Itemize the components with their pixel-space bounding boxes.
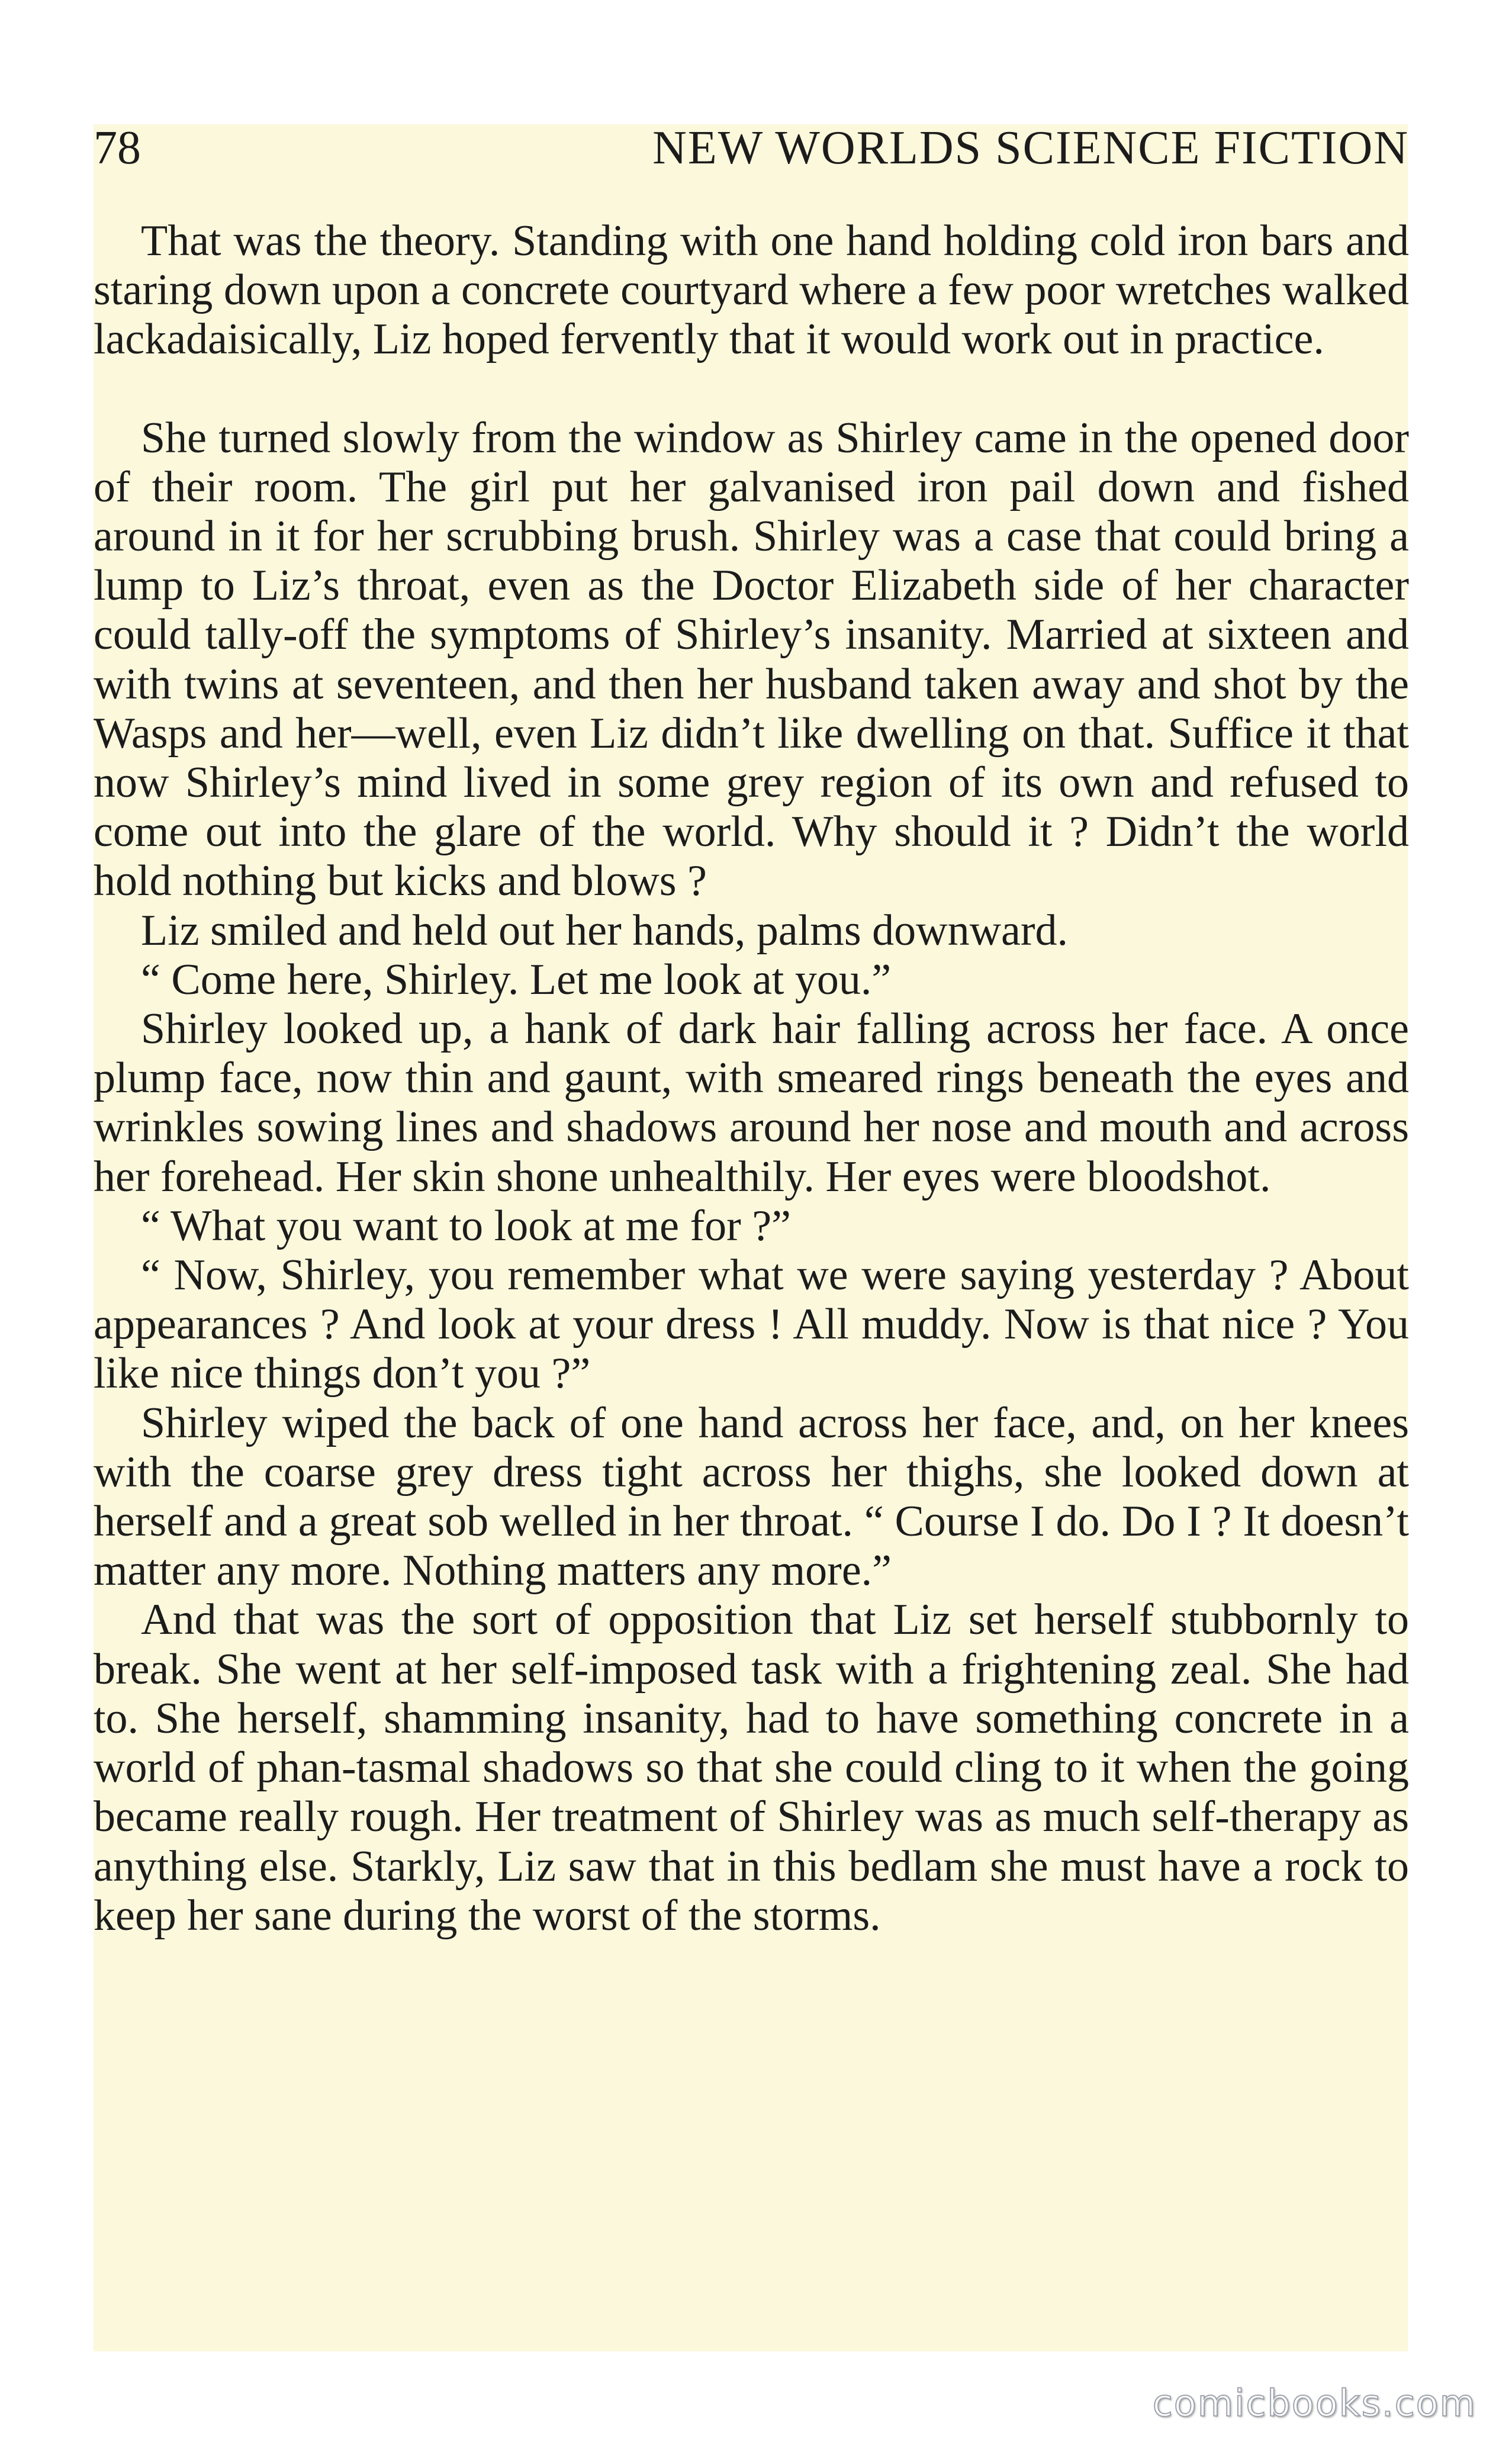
paragraph: Shirley looked up, a hank of dark hair falling across her face. A once plump face, now thin and gaunt, with smeared rings beneath the eyes and wrinkles sowing lines and shadows around her nose and mouth and across her forehead. Her skin shone unhealthily. Her eyes were bloodshot. — [94, 1005, 1409, 1201]
site-watermark: comicbooks.com — [1152, 2382, 1476, 2425]
paragraph: “ Now, Shirley, you remember what we were saying yesterday ? About appearances ? And look at your dress ! All muddy. Now is that nice ? You like nice things don’t you ?” — [94, 1251, 1409, 1398]
paragraph: “ Come here, Shirley. Let me look at you.” — [141, 955, 892, 1004]
page-number: 78 — [94, 122, 141, 174]
paragraph: Liz smiled and held out her hands, palms downward. — [141, 906, 1068, 955]
article-body — [94, 217, 1409, 1941]
journal-title: NEW WORLDS SCIENCE FICTION — [652, 122, 1409, 174]
paragraph: “ What you want to look at me for ?” — [141, 1201, 792, 1250]
paragraph: She turned slowly from the window as Shirley came in the opened door of their room. The girl put her galvanised iron pail down and fished around in it for her scrubbing brush. Shirley was a case that could bring a lump to Liz’s throat, even as the Doctor Elizabeth side of her character could tally-off the symptoms of Shirley’s insanity. Married at sixteen and with twins at seventeen, and then her husband taken away and shot by the Wasps and her—well, even Liz didn’t like dwelling on that. Suffice it that now Shirley’s mind lived in some grey region of its own and refused to come out into the glare of the world. Why should it ? Didn’t the world hold nothing but kicks and blows ? — [94, 413, 1409, 906]
paragraph: That was the theory. Standing with one hand holding cold iron bars and staring down upon a concrete courtyard where a few poor wretches walked lackadaisically, Liz hoped fervently that it would work out in practice. — [94, 217, 1409, 364]
running-head — [94, 118, 1409, 178]
paragraph: Shirley wiped the back of one hand across her face, and, on her knees with the coarse grey dress tight across her thighs, she looked down at herself and a great sob welled in her throat. “ Course I do. Do I ? It doesn’t matter any more. Nothing matters any more.” — [94, 1398, 1409, 1595]
paragraph: And that was the sort of opposition that Liz set herself stubbornly to break. She went at her self-imposed task with a frightening zeal. She had to. She herself, shamming insanity, had to have something concrete in a world of phan-tasmal shadows so that she could cling to it when the going became really rough. Her treatment of Shirley was as much self-therapy as anything else. Starkly, Liz saw that in this bedlam she must have a rock to keep her sane during the worst of the storms. — [94, 1595, 1409, 1940]
